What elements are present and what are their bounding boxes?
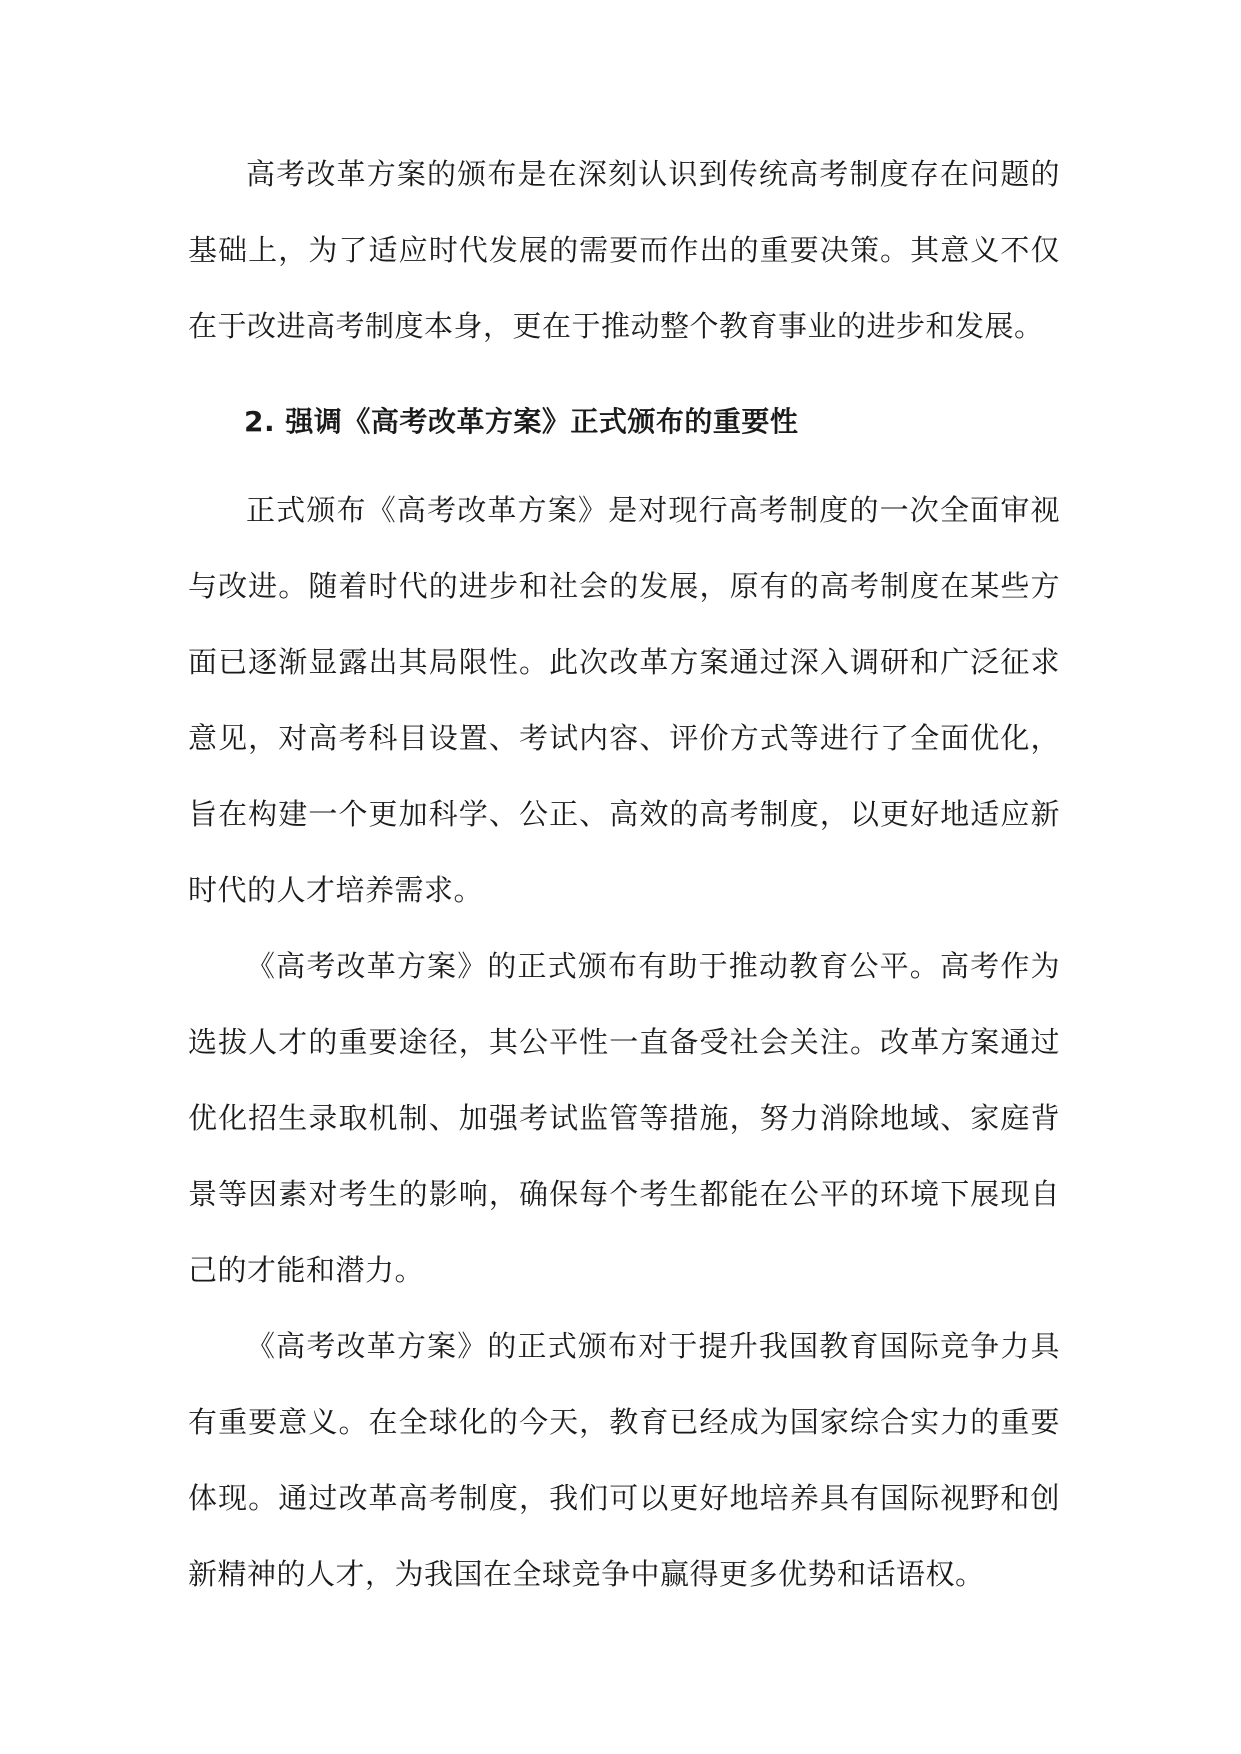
document-body	[188, 136, 1060, 1612]
section-heading: 2. 强调《高考改革方案》正式颁布的重要性	[244, 405, 799, 438]
paragraph-section-3: 《高考改革方案》的正式颁布对于提升我国教育国际竞争力具有重要意义。在全球化的今天，教育已经成为国家综合实力的重要体现。通过改革高考制度，我们可以更好地培养具有国际视野和创新精神的人才，为我国在全球竞争中赢得更多优势和话语权。	[188, 1329, 1060, 1591]
paragraph-intro: 高考改革方案的颁布是在深刻认识到传统高考制度存在问题的基础上，为了适应时代发展的需要而作出的重要决策。其意义不仅在于改进高考制度本身，更在于推动整个教育事业的进步和发展。	[188, 157, 1060, 343]
paragraph-section-1: 正式颁布《高考改革方案》是对现行高考制度的一次全面审视与改进。随着时代的进步和社会的发展，原有的高考制度在某些方面已逐渐显露出其局限性。此次改革方案通过深入调研和广泛征求意见，对高考科目设置、考试内容、评价方式等进行了全面优化，旨在构建一个更加科学、公正、高效的高考制度，以更好地适应新时代的人才培养需求。	[188, 493, 1060, 907]
paragraph-section-2: 《高考改革方案》的正式颁布有助于推动教育公平。高考作为选拔人才的重要途径，其公平性一直备受社会关注。改革方案通过优化招生录取机制、加强考试监管等措施，努力消除地域、家庭背景等因素对考生的影响，确保每个考生都能在公平的环境下展现自己的才能和潜力。	[188, 949, 1060, 1287]
